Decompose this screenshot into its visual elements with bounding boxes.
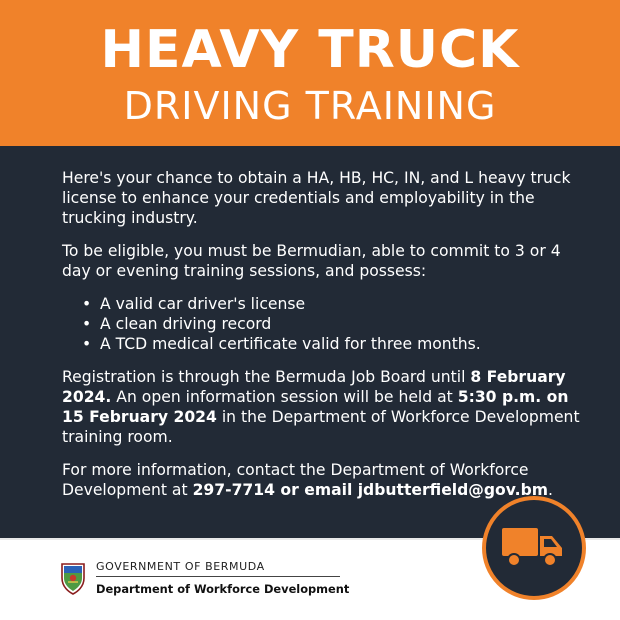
eligibility-paragraph: To be eligible, you must be Bermudian, able to commit to 3 or 4 day or evening training sessions, and possess: bbox=[62, 242, 561, 280]
title-heavy-truck: HEAVY TRUCK bbox=[100, 20, 520, 80]
truck-badge bbox=[482, 496, 586, 600]
contact-text: . bbox=[548, 481, 553, 499]
requirement-item: • A valid car driver's license bbox=[62, 294, 582, 314]
contact-text: For more information, contact the Department of Workforce Development at bbox=[62, 461, 529, 499]
registration-text: in the Department of Workforce Development training room. bbox=[62, 408, 580, 446]
requirements-list bbox=[62, 294, 582, 354]
contact-paragraph bbox=[62, 460, 582, 500]
government-name: GOVERNMENT OF BERMUDA bbox=[96, 560, 265, 573]
registration-deadline: 8 February 2024. bbox=[62, 368, 566, 406]
contact-details: 297-7714 or email jdbutterfield@gov.bm bbox=[192, 481, 548, 499]
session-datetime: 5:30 p.m. on 15 February 2024 bbox=[62, 388, 569, 426]
registration-paragraph bbox=[62, 367, 582, 447]
registration-text: Registration is through the Bermuda Job Board until bbox=[62, 368, 471, 386]
info-content bbox=[62, 168, 582, 513]
requirement-item: • A TCD medical certificate valid for three months. bbox=[62, 334, 582, 354]
bermuda-crest-icon bbox=[58, 560, 88, 596]
info-panel bbox=[0, 146, 620, 538]
header-banner bbox=[0, 0, 620, 146]
footer-name-divider bbox=[96, 576, 340, 577]
department-name: Department of Workforce Development bbox=[96, 582, 350, 596]
title-driving-training: DRIVING TRAINING bbox=[123, 84, 497, 128]
registration-text: An open information session will be held at bbox=[111, 388, 458, 406]
truck-icon bbox=[500, 522, 568, 574]
requirement-item: • A clean driving record bbox=[62, 314, 582, 334]
intro-paragraph: Here's your chance to obtain a HA, HB, HC, IN, and L heavy truck license to enhance your credentials and employability in the trucking industry. bbox=[62, 169, 571, 227]
